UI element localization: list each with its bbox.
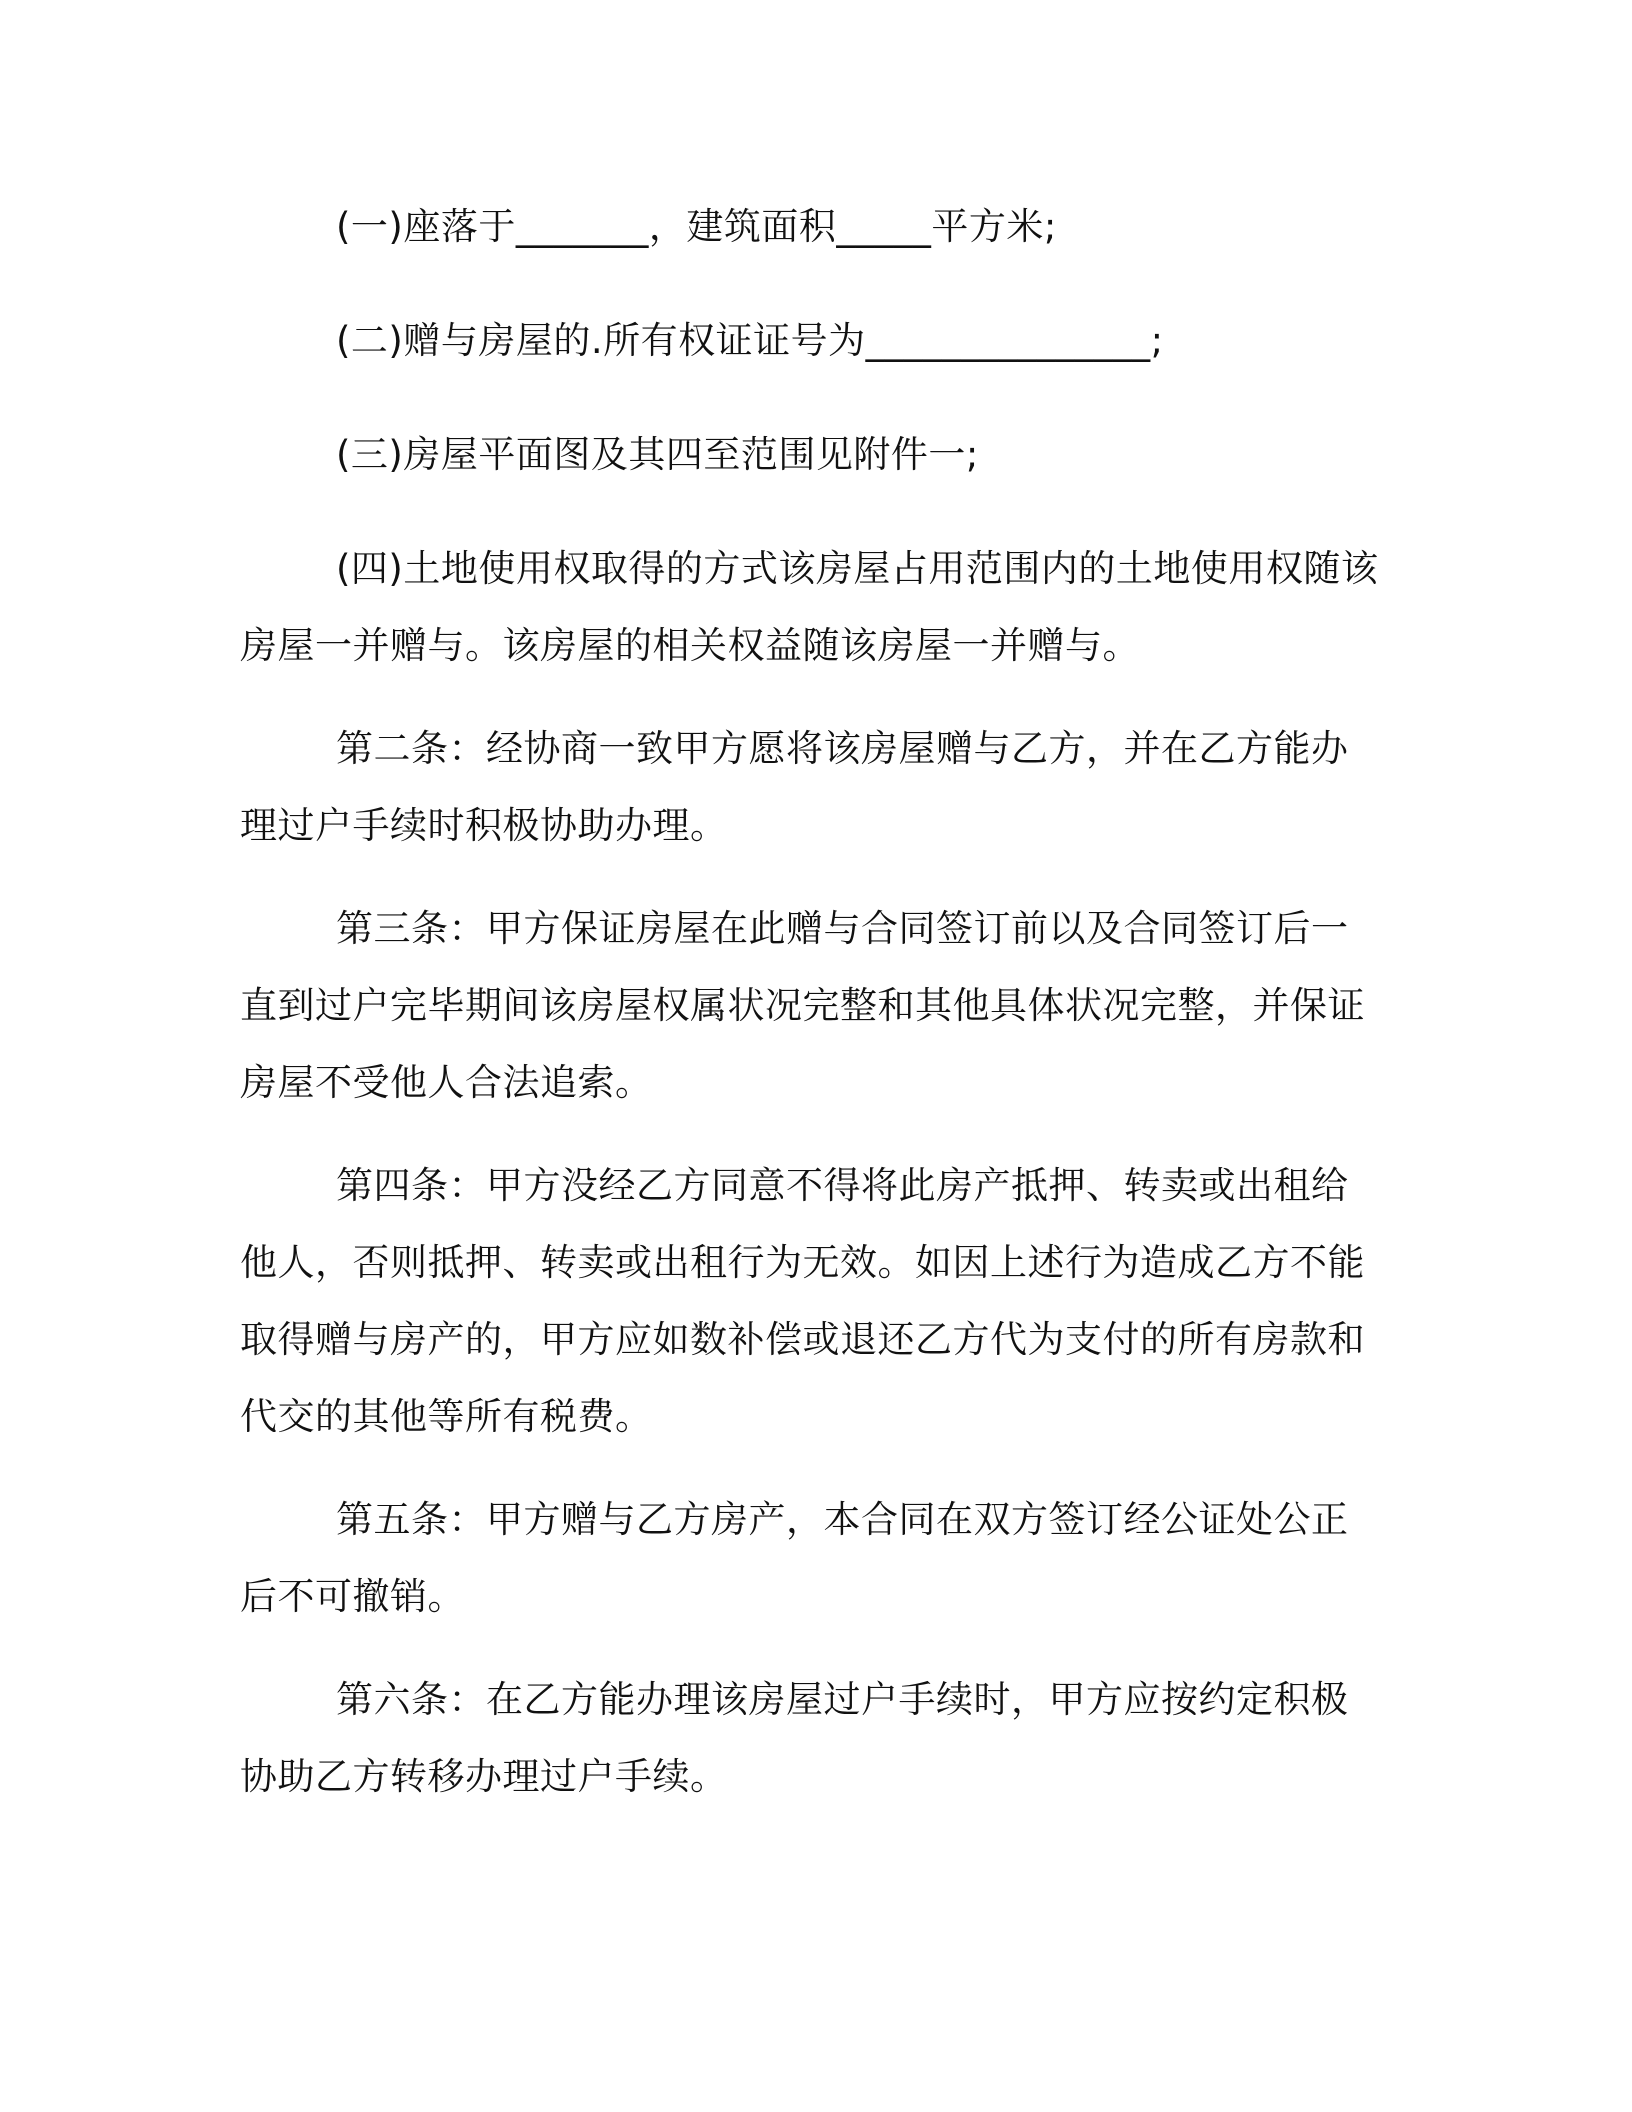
- clause-1-item-2: (二)赠与房屋的.所有权证证号为_______________;: [336, 319, 1164, 362]
- article-2: 第二条：经协商一致甲方愿将该房屋赠与乙方，并在乙方能办理过户手续时积极协助办理。: [240, 727, 1349, 847]
- article-3: 第三条：甲方保证房屋在此赠与合同签订前以及合同签订后一直到过户完毕期间该房屋权属状况完整和其他具体状况完整，并保证房屋不受他人合法追索。: [240, 907, 1365, 1104]
- clause-1-item-4: (四)土地使用权取得的方式该房屋占用范围内的土地使用权随该房屋一并赠与。该房屋的相关权益随该房屋一并赠与。: [240, 547, 1379, 667]
- article-4: 第四条：甲方没经乙方同意不得将此房产抵押、转卖或出租给他人，否则抵押、转卖或出租行为无效。如因上述行为造成乙方不能取得赠与房产的，甲方应如数补偿或退还乙方代为支付的所有房款和代交的其他等所有税费。: [240, 1164, 1365, 1438]
- clause-1-item-3: (三)房屋平面图及其四至范围见附件一;: [336, 433, 979, 476]
- article-6: 第六条：在乙方能办理该房屋过户手续时，甲方应按约定积极协助乙方转移办理过户手续。: [240, 1678, 1349, 1798]
- article-5: 第五条：甲方赠与乙方房产，本合同在双方签订经公证处公正后不可撤销。: [240, 1498, 1349, 1618]
- clause-1-item-1: (一)座落于_______，建筑面积_____平方米;: [336, 205, 1057, 248]
- document-body: [240, 188, 1380, 1841]
